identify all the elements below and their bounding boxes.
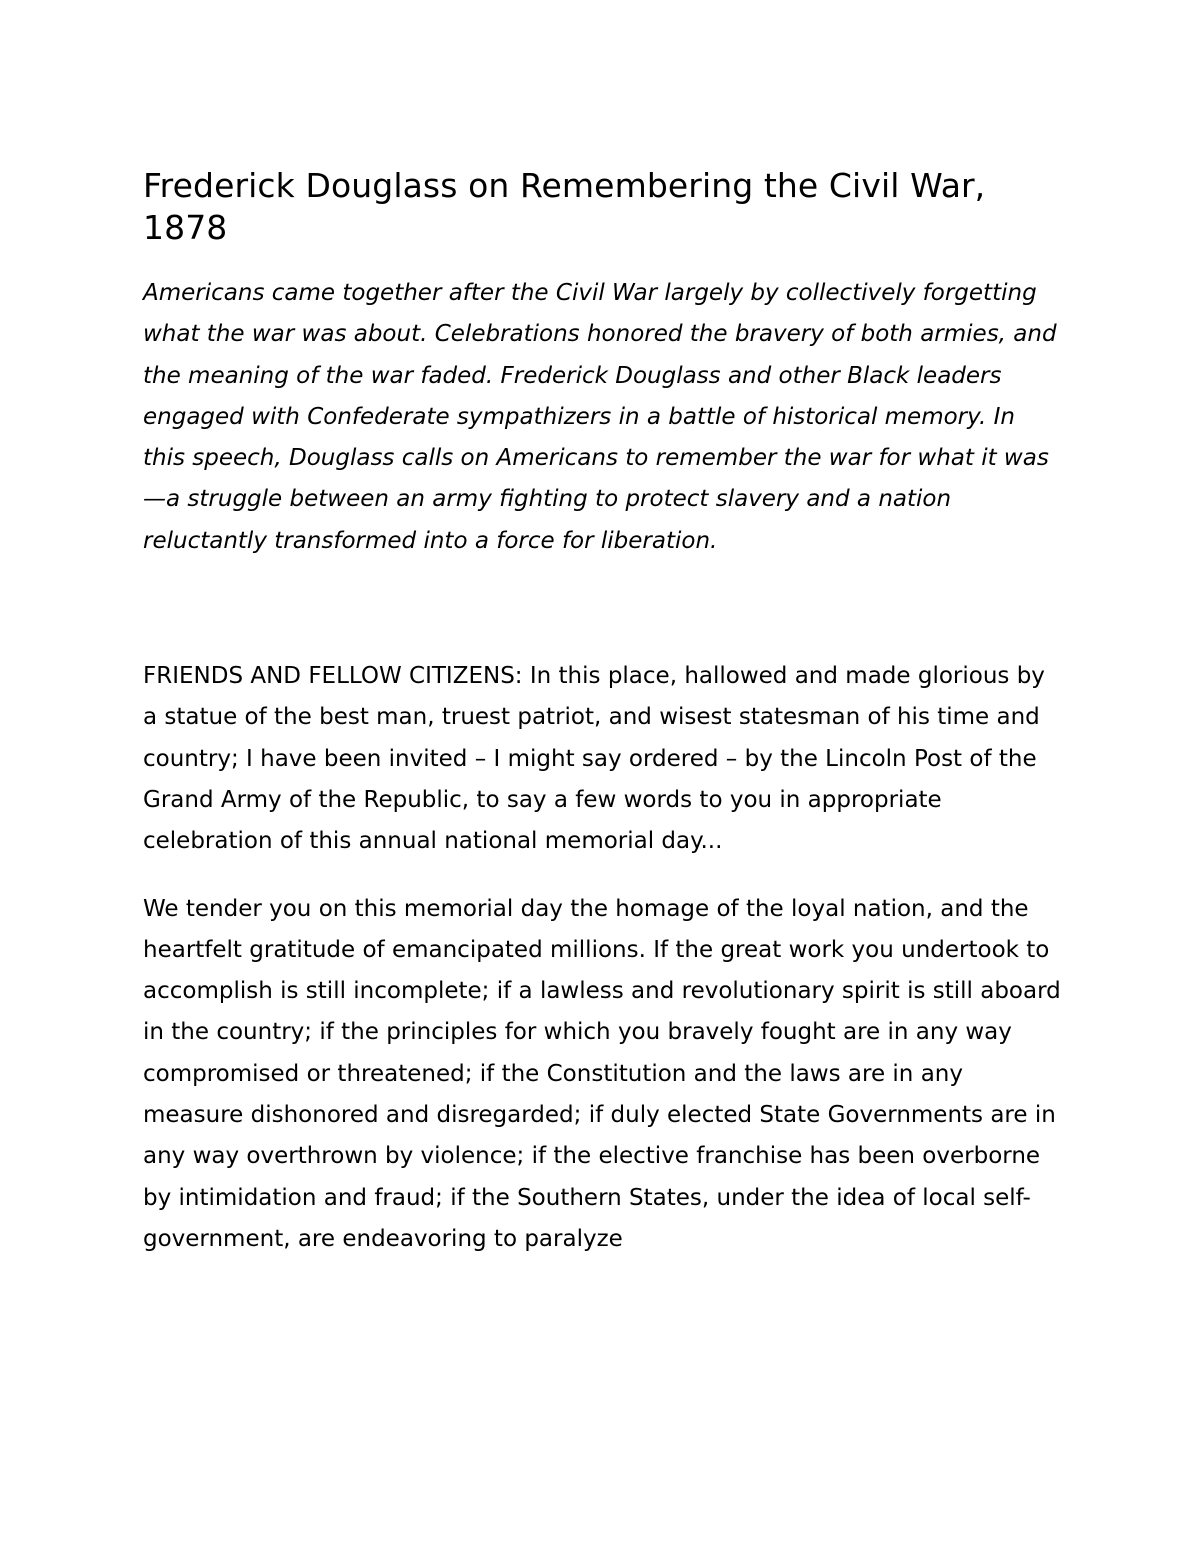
document-title: Frederick Douglass on Remembering the Civil War, 1878 bbox=[143, 166, 986, 247]
body-paragraph: FRIENDS AND FELLOW CITIZENS: In this place, hallowed and made glorious by a statue of the best man, truest patriot, and wisest statesman of his time and country; I have been invited – I might say ordered – by the Lincoln Post of the Grand Army of the Republic, to say a few words to you in appropriate celebration of this annual national memorial day... bbox=[143, 663, 1045, 855]
body-paragraph: We tender you on this memorial day the homage of the loyal nation, and the heartfelt gratitude of emancipated millions. If the great work you undertook to accomplish is still incomplete; if a lawless and revolutionary spirit is still aboard in the country; if the principles for which you bravely fought are in any way compromised or threatened; if the Constitution and the laws are in any measure dishonored and disregarded; if duly elected State Governments are in any way overthrown by violence; if the elective franchise has been overborne by intimidation and fraud; if the Southern States, under the idea of local self-government, are endeavoring to paralyze bbox=[143, 895, 1061, 1252]
document-page bbox=[143, 165, 1063, 1260]
intro-paragraph: Americans came together after the Civil War largely by collectively forgetting what the war was about. Celebrations honored the bravery of both armies, and the meaning of the war faded. Frederick Douglass and other Black leaders engaged with Confederate sympathizers in a battle of historical memory. In this speech, Douglass calls on Americans to remember the war for what it was—a struggle between an army fighting to protect slavery and a nation reluctantly transformed into a force for liberation. bbox=[143, 280, 1057, 554]
